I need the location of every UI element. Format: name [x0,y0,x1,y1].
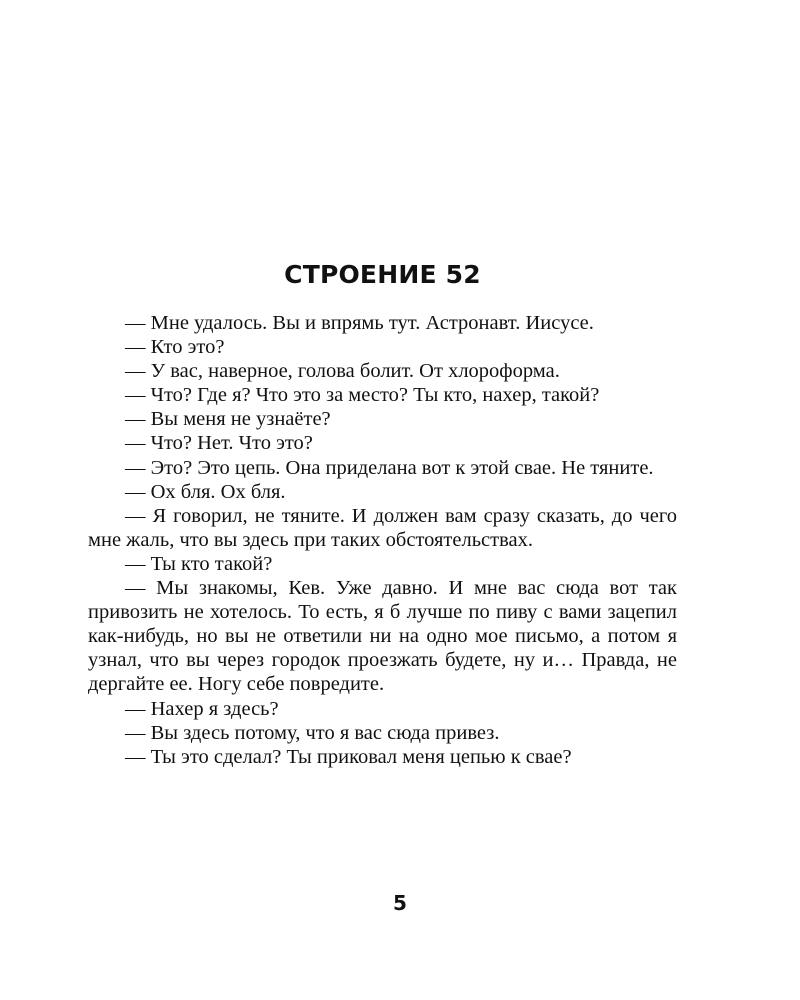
paragraph: — У вас, наверное, голова болит. От хлороформа. [125,360,560,383]
paragraph: — Ты это сделал? Ты приковал меня цепью к свае? [125,745,572,768]
paragraph: — Мы знакомы, Кев. Уже давно. И мне вас сюда вот так привозить не хотелось. То есть, я б лучше по пиву с вами зацепил как-нибудь, но вы не ответили ни на одно мое письмо, а потом я узнал, что вы через городок проезжать будете, ну и… Правда, не дергайте ее. Ногу себе повредите. [88,577,677,696]
paragraph: — Кто это? [125,336,225,359]
paragraph: — Это? Это цепь. Она приделана вот к этой свае. Не тяните. [125,456,654,479]
chapter-title: СТРОЕНИЕ 52 [284,260,481,289]
paragraph: — Вы меня не узнаёте? [125,408,331,431]
paragraph: — Ох бля. Ох бля. [125,480,286,503]
paragraph: — Вы здесь потому, что я вас сюда привез. [125,721,500,744]
body-text [88,311,677,769]
paragraph: — Ты кто такой? [125,552,273,575]
paragraph: — Я говорил, не тяните. И должен вам сразу сказать, до чего мне жаль, что вы здесь при таких обстоятельствах. [88,504,677,551]
paragraph: — Мне удалось. Вы и впрямь тут. Астронавт. Иисусе. [125,312,594,334]
paragraph: — Что? Нет. Что это? [125,432,313,455]
paragraph: — Что? Где я? Что это за место? Ты кто, нахер, такой? [125,384,600,407]
page-number: 5 [393,891,407,915]
paragraph: — Нахер я здесь? [125,697,279,720]
